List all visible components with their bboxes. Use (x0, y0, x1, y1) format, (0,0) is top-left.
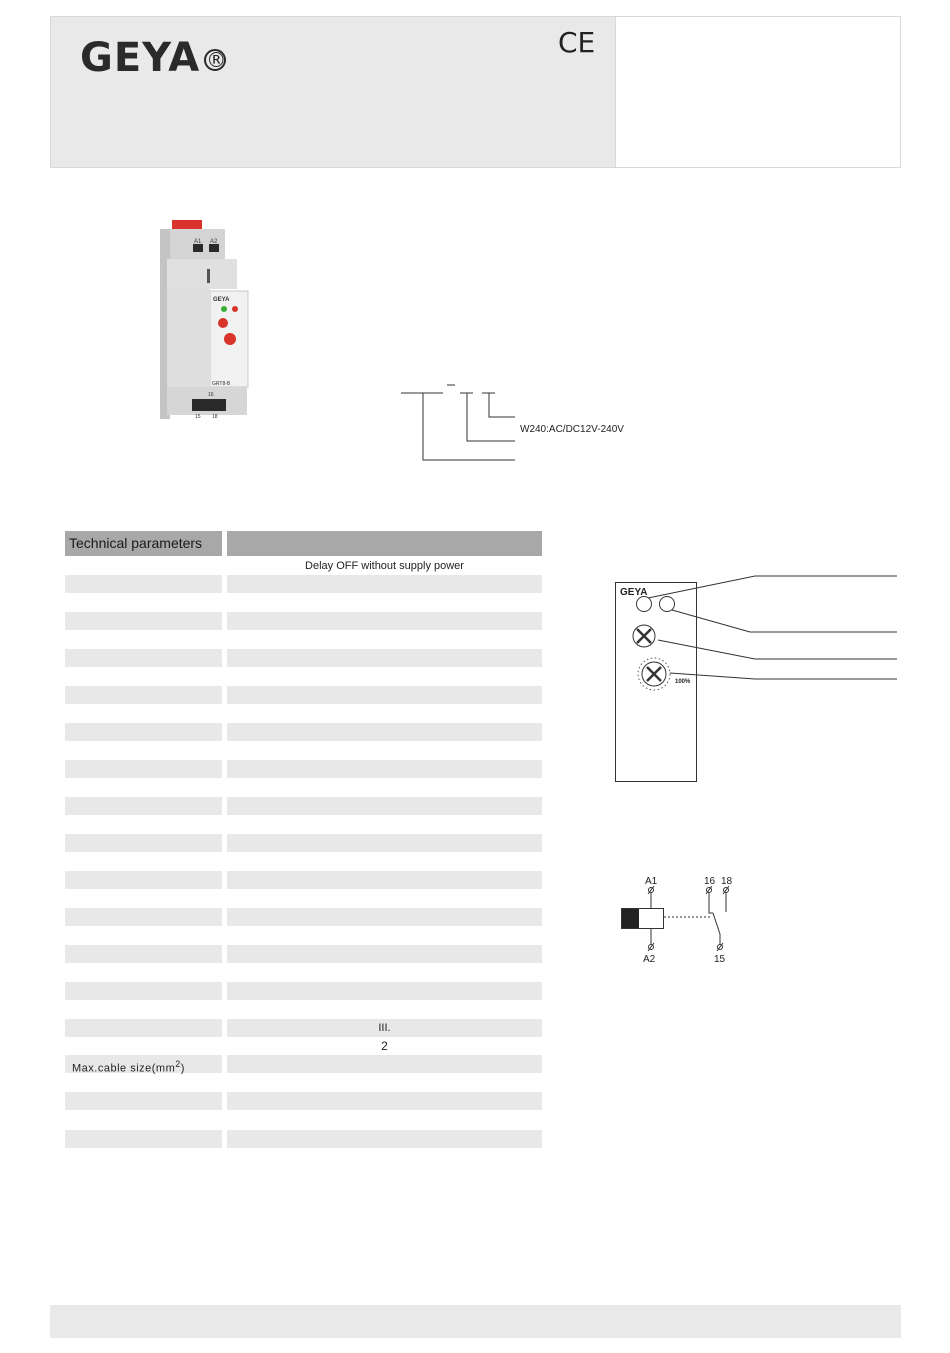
insulation-class-value: III. (227, 1019, 542, 1037)
table-cell (227, 760, 542, 778)
panel-logo: GEYA (620, 587, 648, 598)
table-cell (65, 797, 222, 815)
table-cell (227, 945, 542, 963)
terminal-a2-label: A2 (643, 954, 656, 965)
table-cell (227, 612, 542, 630)
table-header-label: Technical parameters (65, 531, 222, 556)
table-row (65, 871, 542, 889)
ce-mark: CE (558, 26, 596, 59)
table-cell (65, 871, 222, 889)
front-panel-diagram (610, 570, 910, 790)
table-cell (65, 1019, 222, 1037)
housing-upper (167, 259, 237, 289)
table-row (65, 686, 542, 704)
cable-size-close: ) (180, 1062, 185, 1075)
table-cell (227, 1055, 542, 1073)
table-row (65, 1092, 542, 1110)
brand-logo (80, 35, 228, 81)
table-row (65, 612, 542, 630)
scale-label: 100% (675, 679, 691, 685)
terminal-label-16: 16 (208, 392, 214, 398)
dial-time (224, 333, 236, 345)
table-cell (65, 982, 222, 1000)
terminal-label-a2: A2 (210, 239, 218, 245)
table-cell (65, 908, 222, 926)
header-info-box (615, 16, 901, 168)
product-photo (160, 215, 255, 425)
table-cell (65, 1130, 222, 1148)
model-label: GRT8-B (212, 381, 231, 387)
callout-line-2 (672, 610, 897, 632)
table-cell (227, 797, 542, 815)
table-row (65, 575, 542, 593)
table-cell (227, 908, 542, 926)
led-red (232, 306, 238, 312)
cable-size-sup: 2 (175, 1059, 181, 1069)
terminal-screw (192, 399, 210, 411)
table-row (65, 982, 542, 1000)
coil-filled (621, 908, 639, 928)
led-green (221, 306, 227, 312)
table-cell (227, 723, 542, 741)
table-row (65, 1037, 542, 1055)
registered-mark: ® (206, 48, 228, 72)
table-row (65, 945, 542, 963)
table-cell (65, 834, 222, 852)
leader-voltage (489, 393, 515, 417)
table-cell (65, 557, 222, 575)
housing-slot (207, 269, 210, 283)
dial-range (218, 318, 228, 328)
terminal-a1-label: A1 (645, 876, 658, 887)
table-cell (65, 1037, 222, 1055)
table-cell (227, 834, 542, 852)
table-header-value (227, 531, 542, 556)
table-row (65, 557, 542, 575)
table-cell (65, 575, 222, 593)
table-row (65, 1130, 542, 1148)
table-cell (65, 945, 222, 963)
terminal-16-label: 16 (704, 876, 716, 887)
terminal-label-15: 15 (195, 414, 201, 420)
table-row (65, 1055, 542, 1073)
table-cell (65, 760, 222, 778)
table-row (65, 908, 542, 926)
brand-name: GEYA (80, 35, 201, 81)
front-logo: GEYA (213, 297, 230, 303)
table-header-row (65, 531, 542, 556)
switch-blade (713, 913, 720, 934)
contact-16 (709, 892, 713, 913)
table-cell (227, 982, 542, 1000)
table-cell (65, 686, 222, 704)
voltage-option: W240:AC/DC12V-240V (520, 424, 624, 435)
pollution-degree-value: 2 (381, 1039, 388, 1053)
table-row (65, 834, 542, 852)
table-row (65, 760, 542, 778)
terminal-18-label: 18 (721, 876, 733, 887)
cable-size-label (65, 1055, 222, 1073)
table-row (65, 1019, 542, 1037)
table-cell (65, 612, 222, 630)
terminal-screw (193, 244, 203, 252)
callout-line-4 (670, 673, 897, 679)
terminal-label-18: 18 (212, 414, 218, 420)
table-cell (227, 575, 542, 593)
terminal-screw (209, 244, 219, 252)
table-row (65, 723, 542, 741)
table-cell (227, 1130, 542, 1148)
terminal-label-a1: A1 (194, 239, 202, 245)
table-cell (227, 1092, 542, 1110)
table-cell (65, 1092, 222, 1110)
table-row (65, 649, 542, 667)
table-cell (65, 723, 222, 741)
function-value: Delay OFF without supply power (305, 560, 464, 572)
table-row (65, 797, 542, 815)
table-cell (227, 871, 542, 889)
cable-size-text: Max.cable size(mm (72, 1062, 176, 1075)
terminal-15-label: 15 (714, 954, 726, 965)
wiring-diagram (610, 870, 750, 970)
table-cell (227, 686, 542, 704)
terminal-screw (208, 399, 226, 411)
ordering-code-diagram (395, 380, 655, 470)
table-cell (227, 649, 542, 667)
table-cell (65, 649, 222, 667)
footer-band (50, 1305, 901, 1338)
leader-model (423, 393, 515, 460)
